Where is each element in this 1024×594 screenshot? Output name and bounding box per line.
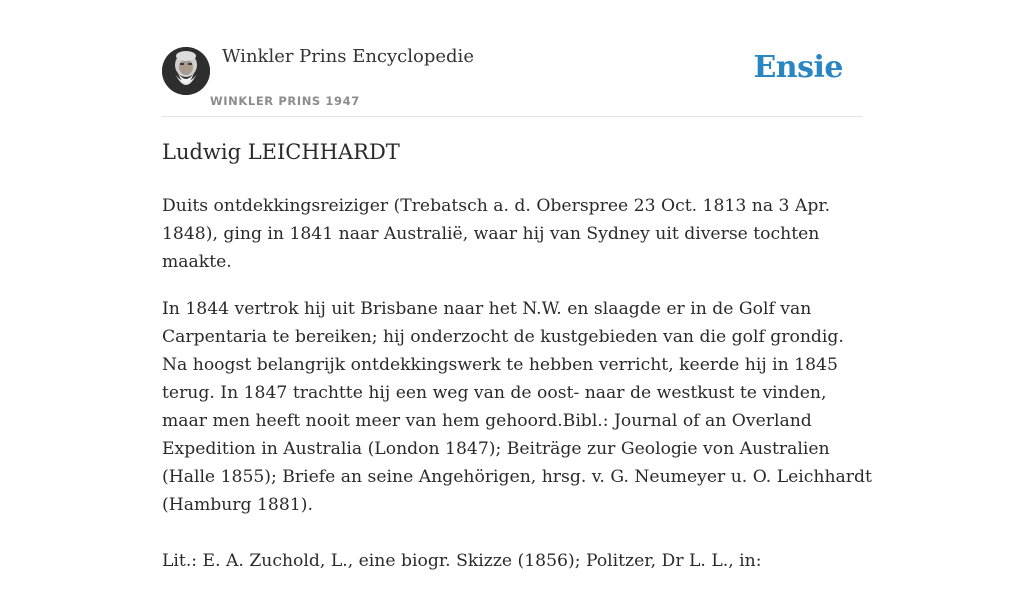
author-avatar[interactable]	[162, 47, 210, 95]
article-title: Ludwig LEICHHARDT	[162, 140, 400, 164]
page-container	[162, 0, 872, 571]
bearded-man-portrait-icon	[162, 47, 210, 95]
article-paragraph: In 1844 vertrok hij uit Brisbane naar het N.W. en slaagde er in de Golf van Carpentaria te bereiken; hij onderzocht de kustgebieden van die golf grondig. Na hoogst belangrijk ontdekkingswerk te hebben verricht, keerde hij in 1845 terug. In 1847 trachtte hij een weg van de oost- naar de westkust te vinden, maar men heeft nooit meer van hem gehoord.Bibl.: Journal of an Overland Expedition in Australia (London 1847); Beiträge zur Geologie von Australien (Halle 1855); Briefe an seine Angehörigen, hrsg. v. G. Neumeyer u. O. Leichhardt (Hamburg 1881).	[162, 299, 872, 515]
literature-paragraph: Lit.: E. A. Zuchold, L., eine biogr. Skizze (1856); Politzer, Dr L. L., in:	[162, 551, 762, 571]
article-body	[162, 192, 872, 594]
article-paragraph: Duits ontdekkingsreiziger (Trebatsch a. d. Oberspree 23 Oct. 1813 na 3 Apr. 1848), ging in 1841 naar Australië, waar hij van Sydney uit diverse tochten maakte.	[162, 196, 831, 272]
ensie-logo[interactable]: Ensie	[753, 50, 843, 85]
site-header	[162, 0, 862, 117]
source-label[interactable]: WINKLER PRINS 1947	[210, 94, 360, 108]
site-title-link[interactable]: Winkler Prins Encyclopedie	[222, 46, 474, 67]
